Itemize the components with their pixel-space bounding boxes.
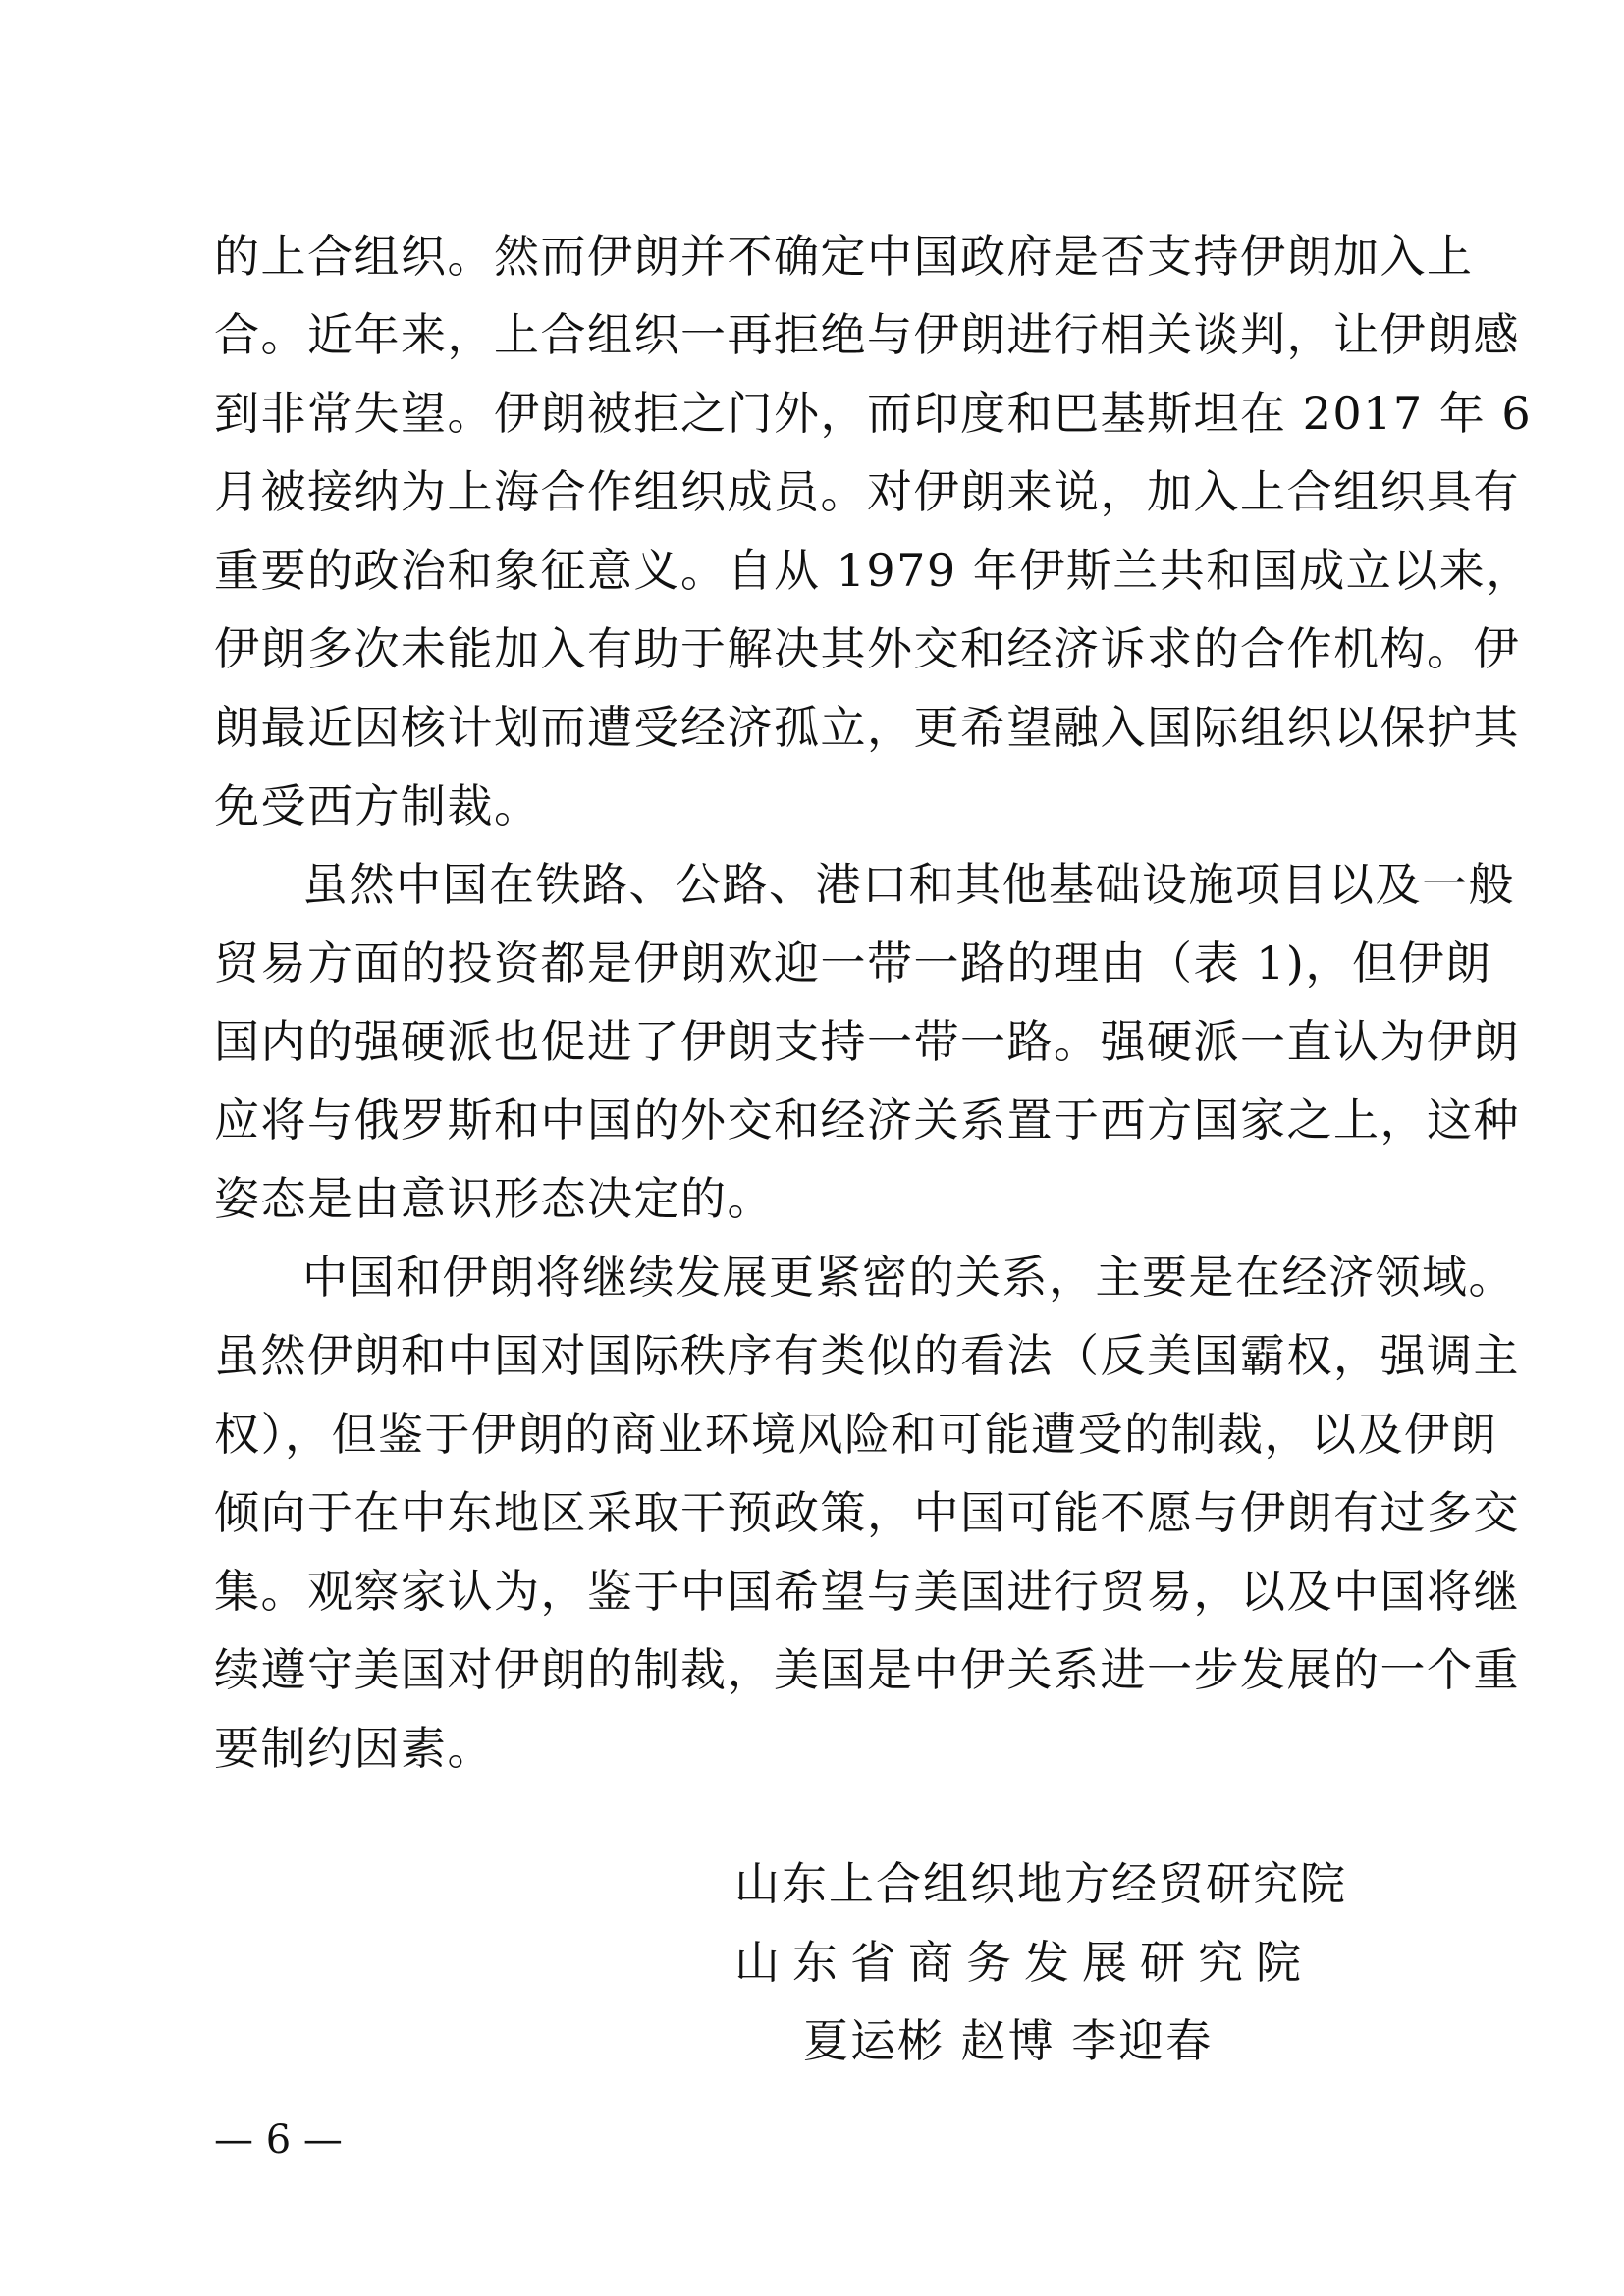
paragraph-3-line-2: 虽然伊朗和中国对国际秩序有类似的看法（反美国霸权，强调主 (214, 1329, 1520, 1382)
paragraph-2-line-5: 姿态是由意识形态决定的。 (214, 1172, 774, 1225)
paragraph-1-line-4: 月被接纳为上海合作组织成员。对伊朗来说，加入上合组织具有 (214, 465, 1520, 518)
paragraph-2-line-3: 国内的强硬派也促进了伊朗支持一带一路。强硬派一直认为伊朗 (214, 1015, 1520, 1068)
signature-authors: 夏运彬 赵博 李迎春 (803, 2014, 1214, 2067)
paragraph-1-line-2: 合。近年来，上合组织一再拒绝与伊朗进行相关谈判，让伊朗感 (214, 308, 1520, 361)
paragraph-3-line-5: 集。观察家认为，鉴于中国希望与美国进行贸易，以及中国将继 (214, 1565, 1520, 1618)
paragraph-1-line-6: 伊朗多次未能加入有助于解决其外交和经济诉求的合作机构。伊 (214, 622, 1520, 675)
paragraph-1-line-3: 到非常失望。伊朗被拒之门外，而印度和巴基斯坦在 2017 年 6 (214, 387, 1533, 440)
signature-institute-1: 山东上合组织地方经贸研究院 (734, 1857, 1347, 1910)
paragraph-3-line-7: 要制约因素。 (214, 1722, 494, 1775)
paragraph-1-line-1: 的上合组织。然而伊朗并不确定中国政府是否支持伊朗加入上 (214, 230, 1474, 283)
paragraph-1-line-8: 免受西方制裁。 (214, 779, 541, 832)
signature-institute-2: 山东省商务发展研究院 (734, 1936, 1314, 1989)
paragraph-3-line-1: 中国和伊朗将继续发展更紧密的关系，主要是在经济领域。 (302, 1251, 1515, 1304)
paragraph-1-line-7: 朗最近因核计划而遭受经济孤立，更希望融入国际组织以保护其 (214, 701, 1520, 754)
paragraph-3-line-3: 权），但鉴于伊朗的商业环境风险和可能遭受的制裁，以及伊朗 (214, 1408, 1497, 1461)
paragraph-3-line-6: 续遵守美国对伊朗的制裁，美国是中伊关系进一步发展的一个重 (214, 1643, 1520, 1696)
paragraph-2-line-4: 应将与俄罗斯和中国的外交和经济关系置于西方国家之上，这种 (214, 1094, 1520, 1147)
paragraph-1-line-5: 重要的政治和象征意义。自从 1979 年伊斯兰共和国成立以来， (214, 544, 1533, 597)
paragraph-3-line-4: 倾向于在中东地区采取干预政策，中国可能不愿与伊朗有过多交 (214, 1486, 1520, 1539)
page-number: — 6 — (214, 2117, 343, 2163)
paragraph-2-line-1: 虽然中国在铁路、公路、港口和其他基础设施项目以及一般 (302, 858, 1515, 911)
paragraph-2-line-2: 贸易方面的投资都是伊朗欢迎一带一路的理由（表 1)，但伊朗 (214, 936, 1492, 989)
